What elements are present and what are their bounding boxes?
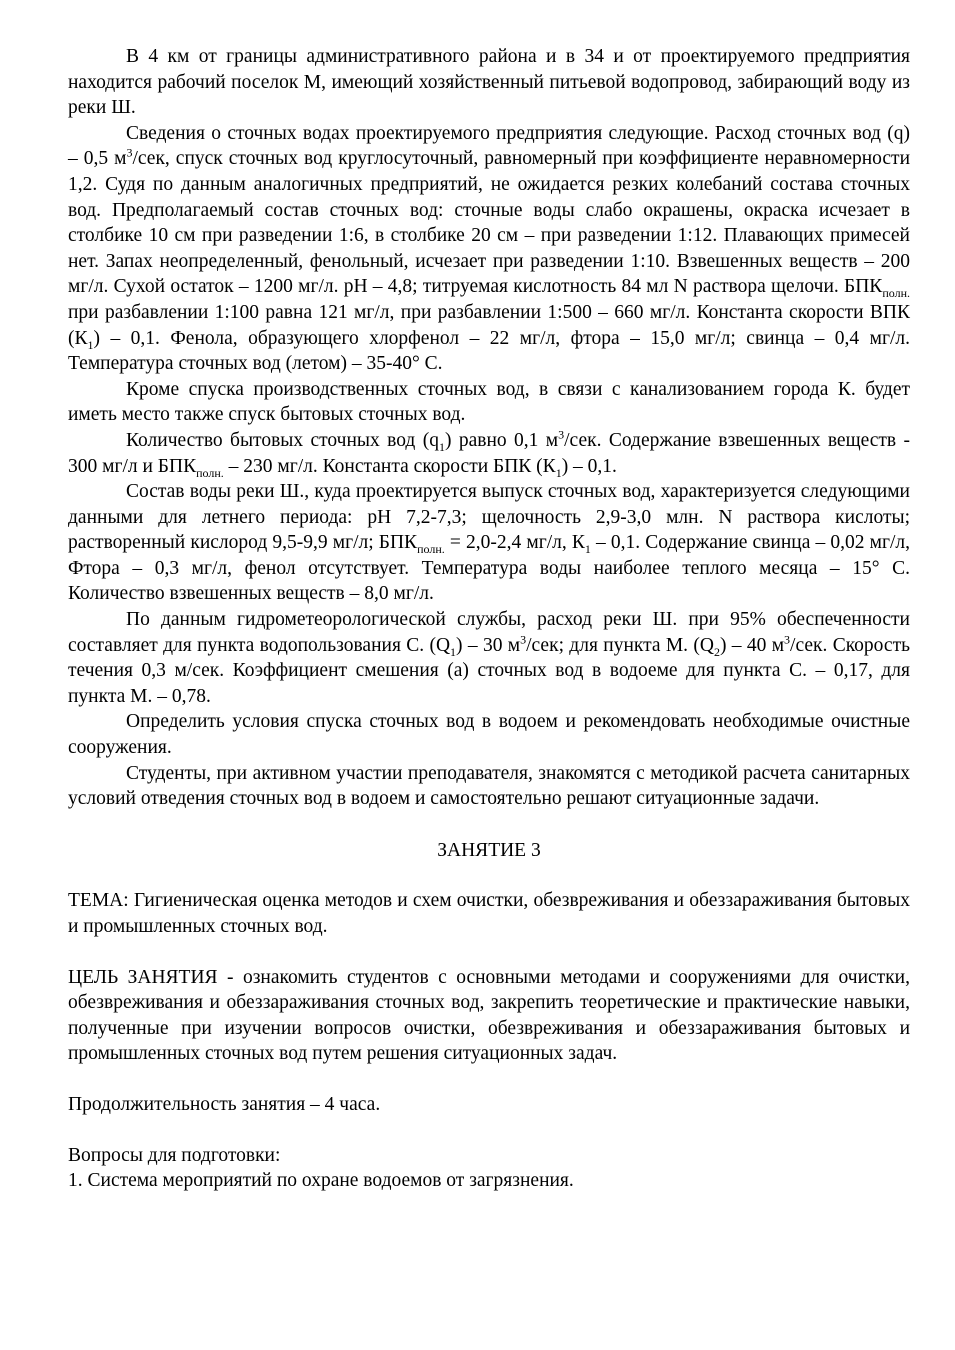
lesson-duration: Продолжительность занятия – 4 часа.: [68, 1093, 381, 1115]
questions-title: Вопросы для подготовки:: [68, 1144, 281, 1166]
document-body: [68, 44, 910, 1194]
question-item: 1. Система мероприятий по охране водоемов от загрязнения.: [68, 1170, 574, 1192]
paragraph-hydrometeo: По данным гидрометеорологической службы, расход реки Ш. при 95% обеспеченности составляет для пункта водопользования С. $(Q_1) - 30$ $м^3$/сек; для пункта М. $(Q_2) - 40$ $м^3$/сек. Скорость течения 0,3 м/сек. Коэффициент смешения (а) сточных вод в водоеме для пункта С. – 0,17, для пункта М. – 0,78.: [68, 609, 910, 707]
paragraph-wastewater-info: Сведения о сточных водах проектируемого предприятия следующие. Расход сточных вод (q) – 0,5 $м^3$/сек, спуск сточных вод круглосуточный, равномерный при коэффициенте неравномерности 1,2. Судя по данным аналогичных предприятий, не ожидается резких колебаний состава сточных вод. Предполагаемый состав сточных вод: сточные воды слабо окрашены, окраска исчезает в столбике 10 см при разведении 1:6, в столбике 20 см – при разведении 1:12. Плавающих примесей нет. Запах неопределенный, фенольный, исчезает при разведении 1:10. Взвешенных веществ – 200 мг/л. Сухой остаток – 1200 мг/л. рН – 4,8; титруемая кислотность 84 мл N раствора щелочи. $БПК_{полн.}$ при разбавлении 1:100 равна 121 мг/л, при разбавлении 1:500 – 660 мг/л. Константа скорости ВПК $(К_1) - 0,1$. Фенола, образующего хлорфенол – 22 мг/л, фтора – 15,0 мг/л; свинца – 0,4 мг/л. Температура сточных вод (летом) – 35-40° С.: [68, 122, 911, 375]
paragraph-river-composition: Состав воды реки Ш., куда проектируется выпуск сточных вод, характеризуется следующими данными для летнего периода: рН 7,2-7,3; щелочность 2,9-3,0 млн. N раствора кислоты; растворенный кислород 9,5-9,9 мг/л; $БПК_{полн.} = 2,0-2,4$ мг/л, $К_1 - 0,1$. Содержание свинца – 0,02 мг/л, Фтора – 0,3 мг/л, фенол отсутствует. Температура воды наиболее теплого месяца – 15° С. Количество взвешенных веществ – 8,0 мг/л.: [68, 481, 910, 605]
paragraph-domestic-quantity: Количество бытовых сточных вод $(q_1)$ равно 0,1 $м^3$/сек. Содержание взвешенных веществ - 300 мг/л и $БПК_{полн.} - 230$ мг/л. Константа скорости БПК $(К_1) - 0,1$.: [68, 427, 910, 480]
paragraph-students: Студенты, при активном участии преподавателя, знакомятся с методикой расчета санитарных условий отведения сточных вод в водоем и самостоятельно решают ситуационные задачи.: [68, 762, 910, 810]
paragraph-task: Определить условия спуска сточных вод в водоем и рекомендовать необходимые очистные сооружения.: [68, 711, 910, 759]
lesson-goal: ЦЕЛЬ ЗАНЯТИЯ - ознакомить студентов с основными методами и сооружениями для очистки, обезвреживания и обеззараживания сточных вод, закрепить теоретические и практические навыки, полученные при изучении вопросов очистки, обезвреживания и обеззараживания бытовых и промышленных сточных вод путем решения ситуационных задач.: [68, 966, 910, 1065]
paragraph-settlement: В 4 км от границы административного района и в 34 и от проектируемого предприятия находится рабочий поселок М, имеющий хозяйственный питьевой водопровод, забирающий воду из реки Ш.: [68, 46, 910, 119]
lesson-heading: ЗАНЯТИЕ 3: [437, 839, 541, 861]
paragraph-domestic-discharge: Кроме спуска производственных сточных вод, в связи с канализованием города К. будет иметь место также спуск бытовых сточных вод.: [68, 378, 910, 426]
lesson-topic: ТЕМА: Гигиеническая оценка методов и схем очистки, обезвреживания и обеззараживания бытовых и промышленных сточных вод.: [68, 890, 910, 937]
